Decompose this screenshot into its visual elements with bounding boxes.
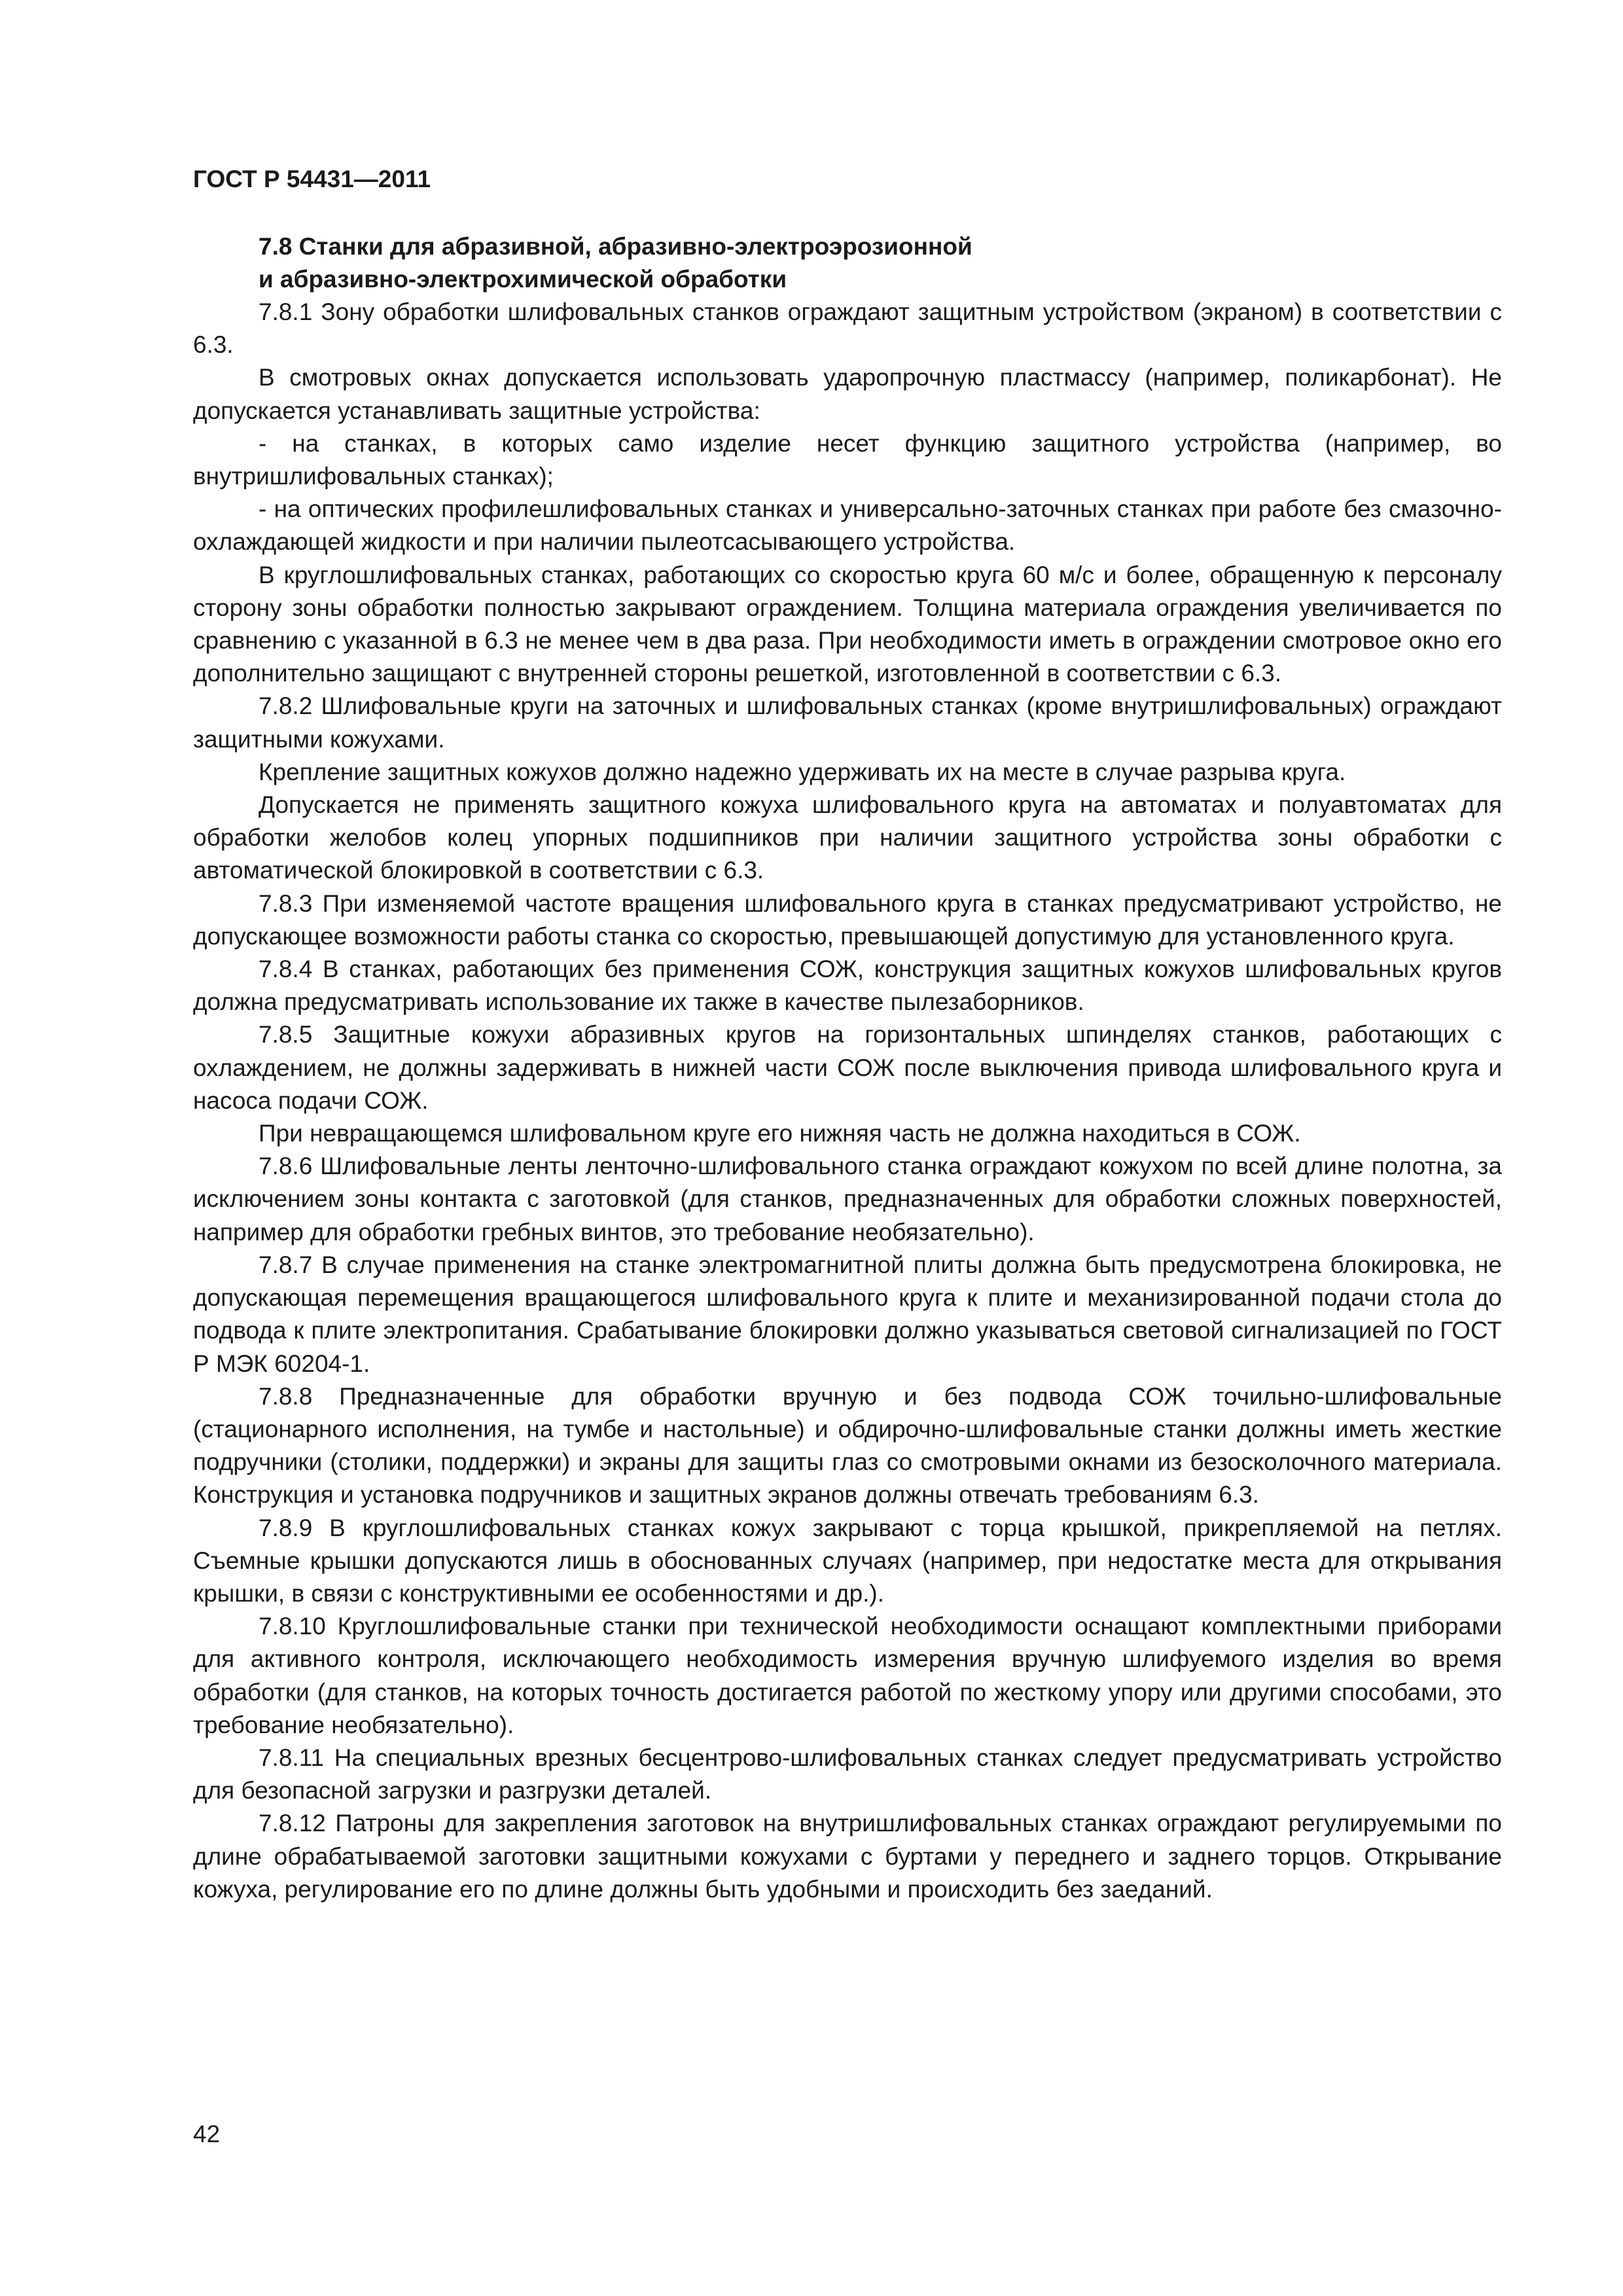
paragraph-7-8-9: 7.8.9 В круглошлифовальных станках кожух закрывают с торца крышкой, прикрепляемой на петлях. Съемные крышки допускаются лишь в обоснованных случаях (например, при недостатке места для открывания крышки, в связи с конструктивными ее особенностями и др.). <box>193 1514 1502 1607</box>
page-number: 42 <box>193 2121 221 2147</box>
paragraph-7-8-4: 7.8.4 В станках, работающих без применения СОЖ, конструкция защитных кожухов шлифовальных кругов должна предусматривать использование их также в качестве пылезаборников. <box>193 956 1502 1016</box>
paragraph-7-8-5: 7.8.5 Защитные кожухи абразивных кругов на горизонтальных шпинделях станков, работающих с охлаждением, не должны задерживать в нижней части СОЖ после выключения привода шлифовального круга и насоса подачи СОЖ. <box>193 1021 1502 1114</box>
paragraph-7-8-6: 7.8.6 Шлифовальные ленты ленточно-шлифовального станка ограждают кожухом по всей длине полотна, за исключением зоны контакта с заготовкой (для станков, предназначенных для обработки сложных поверхностей, например для обработки гребных винтов, это требование необязательно). <box>193 1153 1502 1246</box>
section-title-line-1: 7.8 Станки для абразивной, абразивно-электроэрозионной <box>259 233 972 260</box>
paragraph-guard-exception: Допускается не применять защитного кожуха шлифовального круга на автоматах и полуавтоматах для обработки желобов колец упорных подшипников при наличии защитного устройства зоны обработки с автоматической блокировкой в соответствии с 6.3. <box>193 791 1502 884</box>
section-content <box>193 230 1502 1906</box>
document-page <box>193 0 1502 2296</box>
paragraph-list-item-1: - на станках, в которых само изделие несет функцию защитного устройства (например, во внутришлифовальных станках); <box>193 429 1502 490</box>
paragraph-7-8-1: 7.8.1 Зону обработки шлифовальных станков ограждают защитным устройством (экраном) в соответствии с 6.3. <box>193 298 1502 359</box>
paragraph-non-rotating-wheel: При невращающемся шлифовальном круге его нижняя часть не должна находиться в СОЖ. <box>259 1120 1301 1147</box>
paragraph-list-item-2: - на оптических профилешлифовальных станках и универсально-заточных станках при работе без смазочно-охлаждающей жидкости и при наличии пылеотсасывающего устройства. <box>193 495 1502 556</box>
section-title-line-2: и абразивно-электрохимической обработки <box>259 266 787 293</box>
paragraph-viewing-windows: В смотровых окнах допускается использовать ударопрочную пластмассу (например, поликарбонат). Не допускается устанавливать защитные устройства: <box>193 364 1502 424</box>
paragraph-cylindrical-grinding: В круглошлифовальных станках, работающих со скоростью круга 60 м/с и более, обращенную к персоналу сторону зоны обработки полностью закрывают ограждением. Толщина материала ограждения увеличивается по сравнению с указанной в 6.3 не менее чем в два раза. При необходимости иметь в ограждении смотровое окно его дополнительно защищают с внутренней стороны решеткой, изготовленной в соответствии с 6.3. <box>193 561 1502 687</box>
paragraph-7-8-2: 7.8.2 Шлифовальные круги на заточных и шлифовальных станках (кроме внутришлифовальных) ограждают защитными кожухами. <box>193 692 1502 753</box>
paragraph-7-8-10: 7.8.10 Круглошлифовальные станки при технической необходимости оснащают комплектными приборами для активного контроля, исключающего необходимость измерения вручную шлифуемого изделия во время обработки (для станков, на которых точность достигается работой по жесткому упору или другими способами, это требование необязательно). <box>193 1613 1502 1738</box>
paragraph-7-8-12: 7.8.12 Патроны для закрепления заготовок на внутришлифовальных станках ограждают регулируемыми по длине обрабатываемой заготовки защитными кожухами с буртами у переднего и заднего торцов. Открывание кожуха, регулирование его по длине должны быть удобными и происходить без заеданий. <box>193 1810 1502 1903</box>
paragraph-guard-fastening: Крепление защитных кожухов должно надежно удерживать их на месте в случае разрыва круга. <box>259 758 1346 785</box>
document-code-header: ГОСТ Р 54431—2011 <box>193 166 431 192</box>
paragraph-7-8-3: 7.8.3 При изменяемой частоте вращения шлифовального круга в станках предусматривают устройство, не допускающее возможности работы станка со скоростью, превышающей допустимую для установленного круга. <box>193 889 1502 950</box>
paragraph-7-8-8: 7.8.8 Предназначенные для обработки вручную и без подвода СОЖ точильно-шлифовальные (стационарного исполнения, на тумбе и настольные) и обдирочно-шлифовальные станки должны иметь жесткие подручники (столики, поддержки) и экраны для защиты глаз со смотровыми окнами из безосколочного материала. Конструкция и установка подручников и защитных экранов должны отвечать требованиям 6.3. <box>193 1382 1502 1509</box>
section-title <box>193 230 1502 296</box>
paragraph-7-8-11: 7.8.11 На специальных врезных бесцентрово-шлифовальных станках следует предусматривать устройство для безопасной загрузки и разгрузки деталей. <box>193 1744 1502 1804</box>
paragraph-7-8-7: 7.8.7 В случае применения на станке электромагнитной плиты должна быть предусмотрена блокировка, не допускающая перемещения вращающегося шлифовального круга к плите и механизированной подачи стола до подвода к плите электропитания. Срабатывание блокировки должно указываться световой сигнализацией по ГОСТ Р МЭК 60204-1. <box>193 1251 1502 1377</box>
